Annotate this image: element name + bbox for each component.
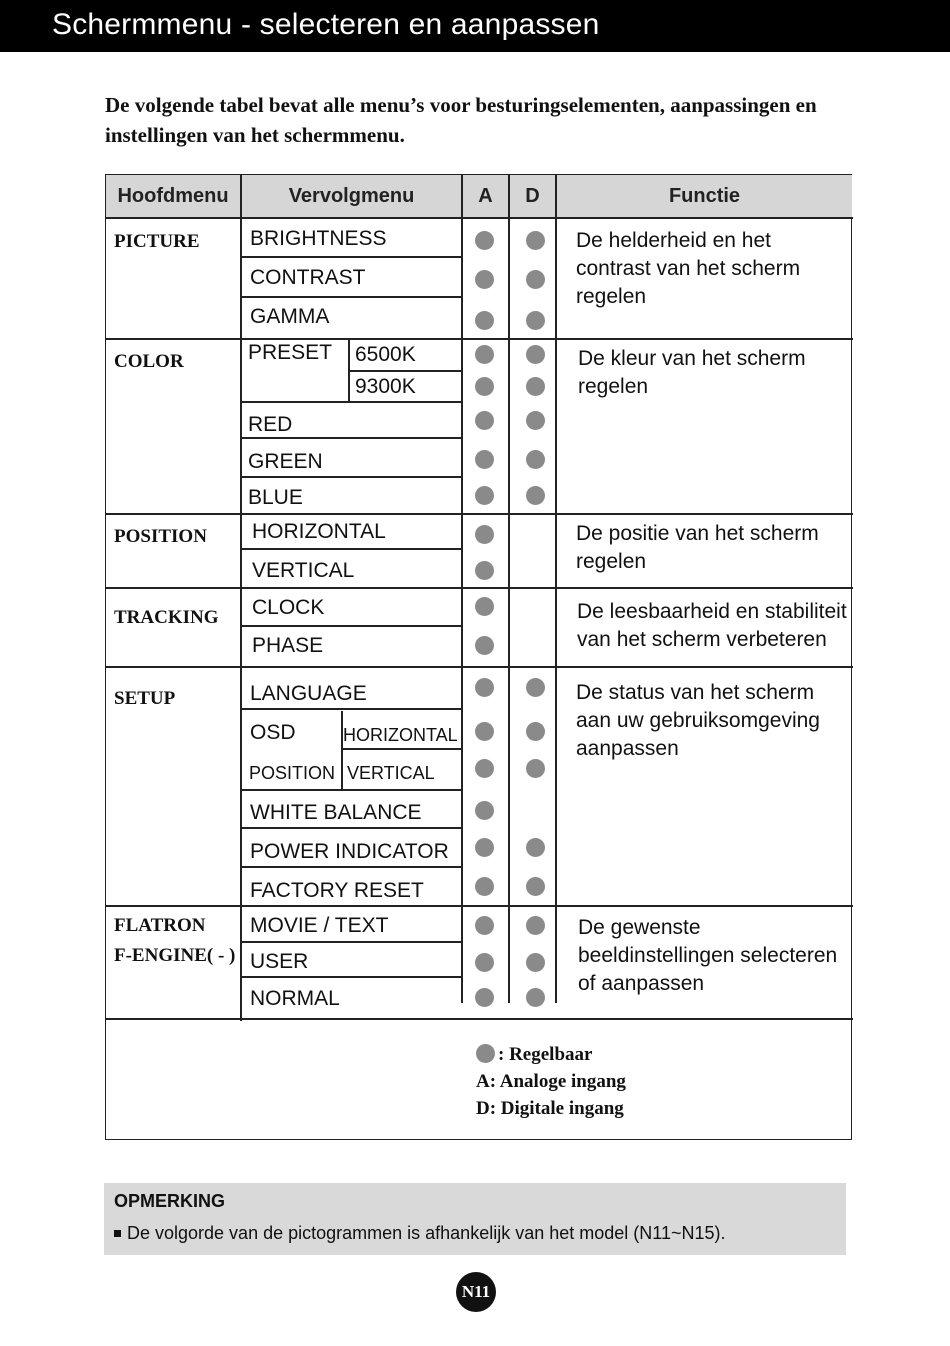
divider [242, 548, 461, 550]
func-tracking: De leesbaarheid en stabiliteit van het scherm verbeteren [577, 600, 847, 651]
sub-green: GREEN [248, 450, 323, 473]
a-dot [475, 877, 494, 896]
divider [242, 476, 461, 478]
main-fengine: F-ENGINE( - ) [114, 945, 236, 966]
func-setup: De status van het scherm aan uw gebruiksomgeving aanpassen [576, 681, 820, 760]
intro-text: De volgende tabel bevat alle menu’s voor besturingselementen, aanpassingen en instellingen van het schermmenu. [105, 93, 817, 147]
sub-clock: CLOCK [252, 596, 325, 619]
sub-osd-horizontal: HORIZONTAL [343, 725, 458, 745]
divider [461, 175, 463, 1003]
legend-digital: D: Digitale ingang [476, 1098, 624, 1119]
d-dot [526, 759, 545, 778]
header-d: D [510, 175, 555, 217]
sub-factory-reset: FACTORY RESET [250, 879, 424, 902]
divider [240, 175, 242, 1021]
d-dot [526, 345, 545, 364]
header-func: Functie [557, 175, 852, 217]
d-dot [526, 231, 545, 250]
divider [242, 256, 461, 258]
d-dot [526, 916, 545, 935]
d-dot [526, 877, 545, 896]
sub-movie-text: MOVIE / TEXT [250, 914, 389, 937]
divider [242, 296, 461, 298]
sub-contrast: CONTRAST [250, 266, 366, 289]
divider [242, 789, 461, 791]
divider [343, 748, 461, 750]
a-dot [475, 311, 494, 330]
sub-red: RED [248, 413, 293, 436]
d-dot [526, 486, 545, 505]
legend-adjustable: : Regelbaar [498, 1044, 593, 1065]
sub-vertical: VERTICAL [252, 559, 355, 582]
d-dot [526, 411, 545, 430]
a-dot [475, 411, 494, 430]
divider [242, 941, 461, 943]
divider [350, 370, 461, 372]
a-dot [475, 377, 494, 396]
main-color: COLOR [114, 351, 184, 372]
note-title: OPMERKING [114, 1191, 226, 1211]
a-dot [475, 838, 494, 857]
main-picture: PICTURE [114, 231, 200, 252]
note-box [104, 1183, 846, 1255]
d-dot [526, 953, 545, 972]
note-text: De volgorde van de pictogrammen is afhankelijk van het model (N11~N15). [127, 1223, 726, 1243]
a-dot [475, 953, 494, 972]
a-dot [475, 450, 494, 469]
header-main: Hoofdmenu [106, 175, 240, 217]
sub-blue: BLUE [248, 486, 303, 509]
divider [242, 437, 461, 439]
func-color: De kleur van het scherm regelen [578, 347, 806, 398]
divider [242, 866, 461, 868]
a-dot [475, 486, 494, 505]
d-dot [526, 988, 545, 1007]
a-dot [475, 988, 494, 1007]
sub-white-balance: WHITE BALANCE [250, 801, 422, 824]
divider [106, 513, 853, 515]
sub-power-indicator: POWER INDICATOR [250, 840, 449, 863]
main-flatron: FLATRON [114, 915, 206, 936]
legend [476, 1041, 626, 1122]
divider [242, 827, 461, 829]
divider [106, 217, 853, 219]
d-dot [526, 311, 545, 330]
bullet-icon [114, 1230, 121, 1237]
sub-osd-position: POSITION [249, 763, 336, 783]
header-sub: Vervolgmenu [242, 175, 461, 217]
legend-dot-icon [476, 1044, 495, 1063]
a-dot [475, 270, 494, 289]
a-dot [475, 801, 494, 820]
divider [106, 338, 853, 340]
divider [242, 625, 461, 627]
sub-gamma: GAMMA [250, 305, 330, 328]
a-dot [475, 916, 494, 935]
d-dot [526, 450, 545, 469]
divider [508, 175, 510, 1003]
divider [555, 175, 557, 1003]
sub-osd-vertical: VERTICAL [347, 763, 435, 783]
d-dot [526, 377, 545, 396]
sub-normal: NORMAL [250, 987, 340, 1010]
a-dot [475, 636, 494, 655]
sub-phase: PHASE [252, 634, 324, 657]
sub-osd: OSD [250, 721, 296, 744]
divider [106, 905, 853, 907]
a-dot [475, 561, 494, 580]
a-dot [475, 231, 494, 250]
d-dot [526, 722, 545, 741]
divider [242, 401, 461, 403]
divider [106, 587, 853, 589]
sub-brightness: BRIGHTNESS [250, 227, 387, 250]
func-picture: De helderheid en het contrast van het scherm regelen [576, 229, 801, 308]
sub-6500k: 6500K [355, 343, 416, 366]
d-dot [526, 270, 545, 289]
a-dot [475, 678, 494, 697]
note-line [114, 1223, 725, 1244]
divider [106, 1018, 853, 1020]
sub-language: LANGUAGE [250, 682, 367, 705]
a-dot [475, 525, 494, 544]
a-dot [475, 597, 494, 616]
main-setup: SETUP [114, 688, 176, 709]
main-tracking: TRACKING [114, 607, 219, 628]
legend-analog: A: Analoge ingang [476, 1071, 626, 1092]
func-flatron: De gewenste beeldinstellingen selecteren of aanpassen [578, 916, 838, 995]
divider [106, 666, 853, 668]
menu-table [105, 174, 852, 1140]
d-dot [526, 838, 545, 857]
func-position: De positie van het scherm regelen [576, 522, 819, 573]
sub-preset: PRESET [248, 341, 333, 364]
header-a: A [463, 175, 508, 217]
page-number: N11 [456, 1272, 496, 1312]
a-dot [475, 722, 494, 741]
sub-user: USER [250, 950, 309, 973]
a-dot [475, 345, 494, 364]
divider [242, 708, 461, 710]
main-position: POSITION [114, 526, 207, 547]
d-dot [526, 678, 545, 697]
divider [242, 976, 461, 978]
a-dot [475, 759, 494, 778]
sub-9300k: 9300K [355, 375, 416, 398]
sub-horizontal: HORIZONTAL [252, 520, 386, 543]
page-header [0, 0, 950, 52]
page-title: Schermmenu - selecteren en aanpassen [52, 8, 600, 41]
